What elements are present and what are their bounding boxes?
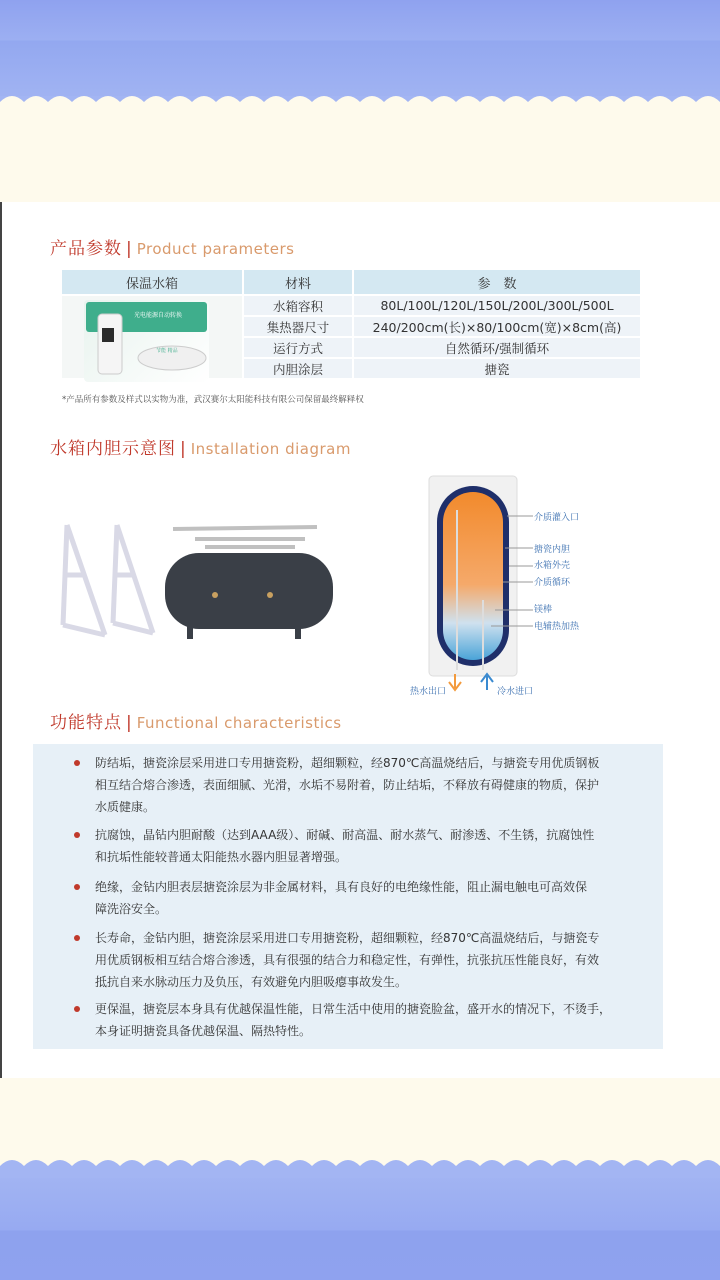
row-value: 240/200cm(长)×80/100cm(宽)×8cm(高) [354, 317, 640, 336]
feature-line: 抵抗自来水脉动压力及负压，有效避免内胆吸瘪事故发生。 [95, 975, 408, 989]
bottom-blue-band [0, 1170, 720, 1280]
water-tank [165, 553, 333, 629]
section-title-features: 功能特点 | Functional characteristics [50, 713, 342, 733]
feature-item [95, 927, 675, 993]
parameters-table [60, 268, 642, 380]
diagram-label: 水箱外壳 [534, 561, 571, 571]
feature-line: 更保温，搪瓷层本身具有优越保温性能，日常生活中使用的搪瓷脸盆，盛开水的情况下，不烫手， [95, 1002, 612, 1016]
diagram-label: 电辅热加热 [534, 621, 580, 632]
title-en: Functional characteristics [136, 714, 342, 732]
feature-line: 本身证明搪瓷具备优越保温、隔热特性。 [95, 1024, 312, 1038]
feature-line: 用优质钢板相互结合熔合渗透，具有很强的结合力和稳定性，有弹性，抗张抗压性能良好，有效 [95, 953, 600, 967]
section-title-diagram: 水箱内胆示意图 | Installation diagram [50, 439, 351, 459]
top-blue-band [0, 0, 720, 108]
table-footnote: *产品所有参数及样式以实物为准，武汉赛尔太阳能科技有限公司保留最终解释权 [62, 395, 364, 405]
bottom-cream-band [0, 1078, 720, 1173]
product-text-2: 节能 精品 [156, 348, 178, 354]
row-value: 自然循环/强制循环 [354, 338, 640, 357]
hot-water-outlet-label: 热水出口 [410, 687, 447, 697]
row-value: 搪瓷 [354, 359, 640, 378]
title-cn: 水箱内胆示意图 [50, 439, 176, 459]
row-value: 80L/100L/120L/150L/200L/300L/500L [354, 296, 640, 315]
feature-item [95, 752, 675, 818]
product-image-cell [62, 296, 242, 378]
table-row [62, 296, 640, 315]
feature-line: 障洗浴安全。 [95, 902, 168, 916]
row-label: 运行方式 [244, 338, 352, 357]
bullet-icon [74, 1006, 80, 1012]
top-cream-band [0, 100, 720, 202]
header-tank: 保温水箱 [62, 270, 242, 294]
cold-water-inlet-label: 冷水进口 [497, 687, 534, 697]
support-frame-1 [63, 525, 105, 635]
page-edge-line [0, 202, 2, 1078]
feature-line: 防结垢，搪瓷涂层采用进口专用搪瓷粉，超细颗粒，经870℃高温烧结后，与搪瓷专用优质钢板 [95, 756, 600, 770]
row-label: 水箱容积 [244, 296, 352, 315]
row-label: 集热器尺寸 [244, 317, 352, 336]
feature-line: 和抗垢性能较普通太阳能热水器内胆显著增强。 [95, 850, 348, 864]
bullet-icon [74, 884, 80, 890]
heating-rods [173, 527, 317, 547]
product-image [84, 300, 209, 382]
feature-line: 长寿命，金钻内胆，搪瓷涂层采用进口专用搪瓷粉，超细颗粒，经870℃高温烧结后，与搪瓷专 [95, 931, 600, 945]
row-label: 内胆涂层 [244, 359, 352, 378]
product-text-1: 光电能源自动转换 [134, 312, 183, 319]
diagram-label-list [534, 510, 579, 635]
feature-line: 绝缘，金钻内胆表层搪瓷涂层为非金属材料，具有良好的电绝缘性能，阻止漏电触电可高效保 [95, 880, 588, 894]
diagram-label: 搪瓷内胆 [534, 544, 571, 555]
title-en: Installation diagram [190, 440, 351, 458]
feature-line: 水质健康。 [95, 800, 156, 814]
header-material: 材料 [244, 270, 352, 294]
bullet-icon [74, 760, 80, 766]
section-title-parameters: 产品参数 | Product parameters [50, 239, 295, 259]
bottom-scallop-edge [0, 1160, 720, 1178]
feature-item [95, 876, 675, 920]
title-en: Product parameters [136, 240, 295, 258]
feature-item [95, 824, 675, 868]
support-frame-2 [113, 525, 153, 633]
feature-line: 抗腐蚀，晶钻内胆耐酸（达到AAA级）、耐碱、耐高温、耐水蒸气、耐渗透、不生锈，抗腐蚀性 [95, 828, 595, 842]
bullet-icon [74, 935, 80, 941]
top-scallop-edge [0, 96, 720, 114]
title-cn: 产品参数 [50, 239, 122, 259]
table-header-row [62, 270, 640, 294]
product-illustration [84, 300, 209, 382]
diagram-label: 镁棒 [534, 605, 553, 615]
feature-item [95, 998, 675, 1042]
title-cn: 功能特点 [50, 713, 122, 733]
collector-and-tank-photo [55, 515, 345, 645]
diagram-label: 介质灌入口 [534, 513, 580, 523]
bullet-icon [74, 832, 80, 838]
diagram-label: 介质循环 [534, 577, 571, 588]
header-params: 参 数 [354, 270, 640, 294]
feature-line: 相互结合熔合渗透，表面细腻、光滑，水垢不易附着，防止结垢，不释放有碍健康的物质，保护 [95, 778, 600, 792]
